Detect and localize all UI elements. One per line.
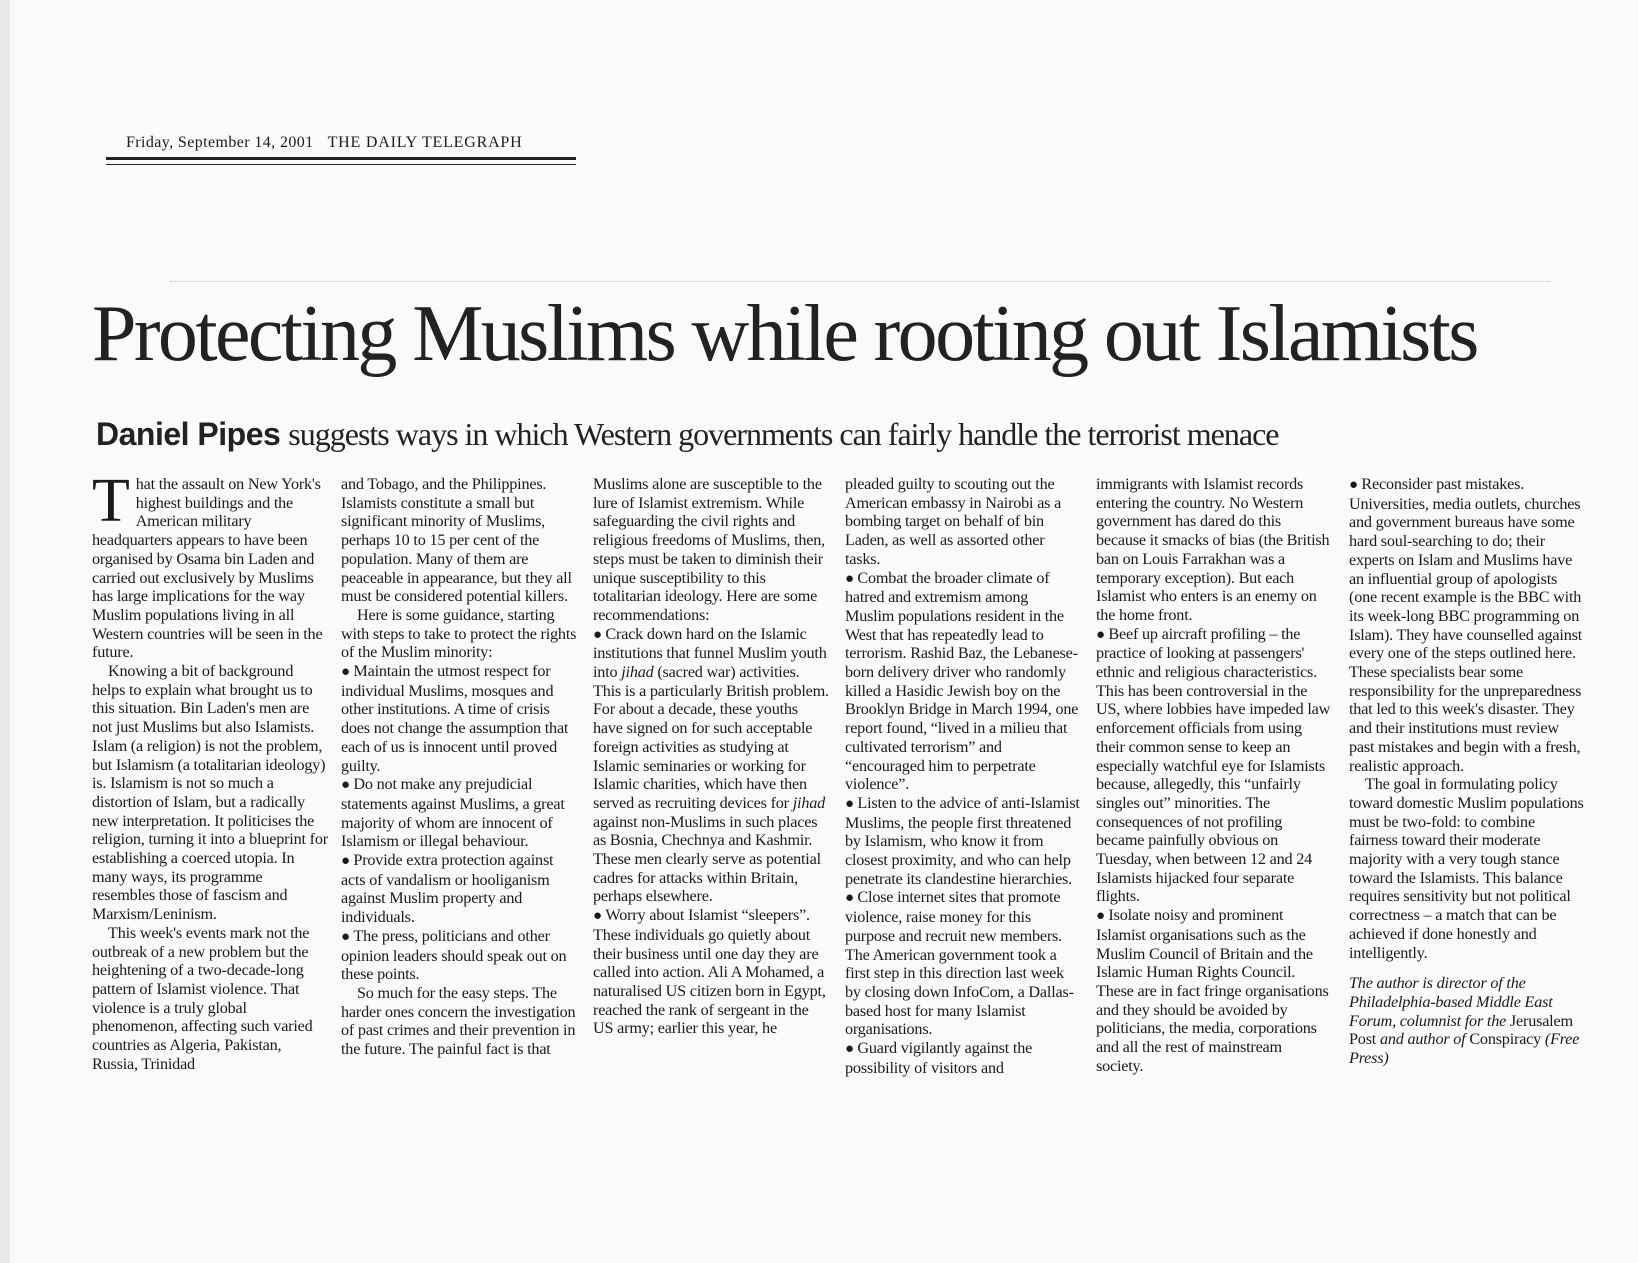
scan-edge [0,0,10,1263]
dateline [106,134,574,152]
article-column-5 [1096,475,1332,1076]
newspaper-name: THE DAILY TELEGRAPH [327,134,523,151]
paragraph: and Tobago, and the Philippines. Islamists constitute a small but significant minority of Muslims, perhaps 10 to 15 per cent of the population. Many of them are peaceable in appearance, but they all must be considered potential killers. [341,475,572,606]
bullet-point: ● The press, politicians and other opinion leaders should speak out on these points. [341,927,577,984]
bullet-point: ● Worry about Islamist “sleepers”. These individuals go quietly about their business until one day they are called into action. Ali A Mohamed, a naturalised US citizen born in Egypt, reached the rank of sergeant in the US army; earlier this year, he [593,906,829,1038]
paragraph: immigrants with Islamist records entering the country. No Western government has dared do this because it smacks of bias (the British ban on Louis Farrakhan was a temporary exception). But each Islamist who enters is an enemy on the home front. [1096,475,1330,624]
headline: Protecting Muslims while rooting out Islamists [92,290,1477,378]
bullet-point: ● Listen to the advice of anti-Islamist Muslims, the people first threatened by Islamism, who know it from closest proximity, and who can help penetrate its clandestine hierarchies. [845,794,1081,889]
bullet-point: ● Do not make any prejudicial statements against Muslims, a great majority of whom are innocent of Islamism or illegal behaviour. [341,775,577,851]
article-column-2 [341,475,577,1059]
paragraph: That the assault on New York's highest buildings and the American military headquarters appears to have been organised by Osama bin Laden and carried out exclusively by Muslims has large implications for the way Muslim populations living in all Western countries will be seen in the future. [92,467,323,662]
bullet-point: ● Maintain the utmost respect for individual Muslims, mosques and other institutions. A time of crisis does not change the assumption that each of us is innocent until proved guilty. [341,662,577,775]
drop-cap: T [92,467,130,535]
paragraph: This week's events mark not the outbreak of a new problem but the heightening of a two-decade-long pattern of Islamist violence. That violence is a truly global phenomenon, affecting such varied countries as Algeria, Pakistan, Russia, Trinidad [92,923,313,1073]
bullet-point: ● Guard vigilantly against the possibility of visitors and [845,1039,1081,1077]
standfirst-text: suggests ways in which Western governments can fairly handle the terrorist menace [288,416,1279,452]
article-column-4 [845,475,1081,1078]
scan-dotted-line [170,281,1550,282]
paragraph: Knowing a bit of background helps to explain what brought us to this situation. Bin Laden's men are not just Muslims but also Islamists. Islam (a religion) is not the problem, but Islamism (a totalitarian ideology) is. Islamism is not so much a distortion of Islam, but a radically new interpretation. It politicises the religion, turning it into a blueprint for establishing a coerced utopia. In many ways, its programme resembles those of fascism and Marxism/Leninism. [92,662,328,924]
bullet-point: ● Reconsider past mistakes. Universities, media outlets, churches and government bureaus have some hard soul-searching to do; their experts on Islam and Muslims have an influential group of apologists (one recent example is the BBC with its week-long BBC programming on Islam). They have counselled against every one of the steps outlined here. These specialists bear some responsibility for the unpreparedness that led to this week's disaster. They and their institutions must review past mistakes and begin with a fresh, realistic approach. [1349,475,1585,775]
article-column-6 [1349,475,1585,1068]
author-bio: The author is director of the Philadelphia-based Middle East Forum, columnist for the Jerusalem Post and author of Conspiracy (Free Press) [1349,974,1580,1068]
paragraph: The goal in formulating policy toward domestic Muslim populations must be two-fold: to combine fairness toward their moderate majority with a very tough stance toward the Islamists. This balance requires sensitivity but not political correctness – a match that can be achieved if done honestly and intelligently. [1349,775,1584,962]
paragraph: So much for the easy steps. The harder ones concern the investigation of past crimes and their prevention in the future. The painful fact is that [341,983,576,1059]
standfirst [96,416,1616,453]
dateline-rule-thick [106,157,576,160]
issue-date: Friday, September 14, 2001 [126,134,314,151]
paragraph: Here is some guidance, starting with steps to take to protect the rights of the Muslim minority: [341,605,577,662]
bullet-point: ● Crack down hard on the Islamic institutions that funnel Muslim youth into jihad (sacred war) activities. This is a particularly British problem. For about a decade, these youths have signed on for such acceptable foreign activities as studying at Islamic seminaries or working for Islamic charities, which have then served as recruiting devices for jihad against non-Muslims in such places as Bosnia, Chechnya and Kashmir. These men clearly serve as potential cadres for attacks within Britain, perhaps elsewhere. [593,625,829,907]
author-name: Daniel Pipes [96,416,281,452]
paragraph: Muslims alone are susceptible to the lure of Islamist extremism. While safeguarding the civil rights and religious freedoms of Muslims, then, steps must be taken to diminish their unique susceptibility to this totalitarian ideology. Here are some recommendations: [593,475,825,624]
bullet-point: ● Close internet sites that promote violence, raise money for this purpose and recruit new members. The American government took a first step in this direction last week by closing down InfoCom, a Dallas-based host for many Islamist organisations. [845,888,1081,1039]
bullet-point: ● Provide extra protection against acts of vandalism or hooliganism against Muslim property and individuals. [341,851,577,927]
bullet-point: ● Isolate noisy and prominent Islamist organisations such as the Muslim Council of Britain and the Islamic Human Rights Council. These are in fact fringe organisations and they should be avoided by politicians, the media, corporations and all the rest of mainstream society. [1096,906,1332,1075]
dateline-rule-thin [106,164,576,165]
article-column-3 [593,475,829,1038]
bullet-point: ● Combat the broader climate of hatred and extremism among Muslim populations resident in the West that has repeatedly lead to terrorism. Rashid Baz, the Lebanese-born delivery driver who randomly killed a Hasidic Jewish boy on the Brooklyn Bridge in March 1994, one report found, “lived in a milieu that cultivated terrorism” and “encouraged him to perpetrate violence”. [845,569,1081,794]
bullet-point: ● Beef up aircraft profiling – the practice of looking at passengers' ethnic and religious characteristics. This has been controversial in the US, where lobbies have impeded law enforcement officials from using their common sense to keep an especially watchful eye for Islamists because, allegedly, this “unfairly singles out” minorities. The consequences of not profiling became painfully obvious on Tuesday, when between 12 and 24 Islamists hijacked four separate flights. [1096,625,1332,907]
paragraph: pleaded guilty to scouting out the American embassy in Nairobi as a bombing target on behalf of bin Laden, as well as assorted other tasks. [845,475,1062,568]
article-column-1 [92,467,328,1074]
